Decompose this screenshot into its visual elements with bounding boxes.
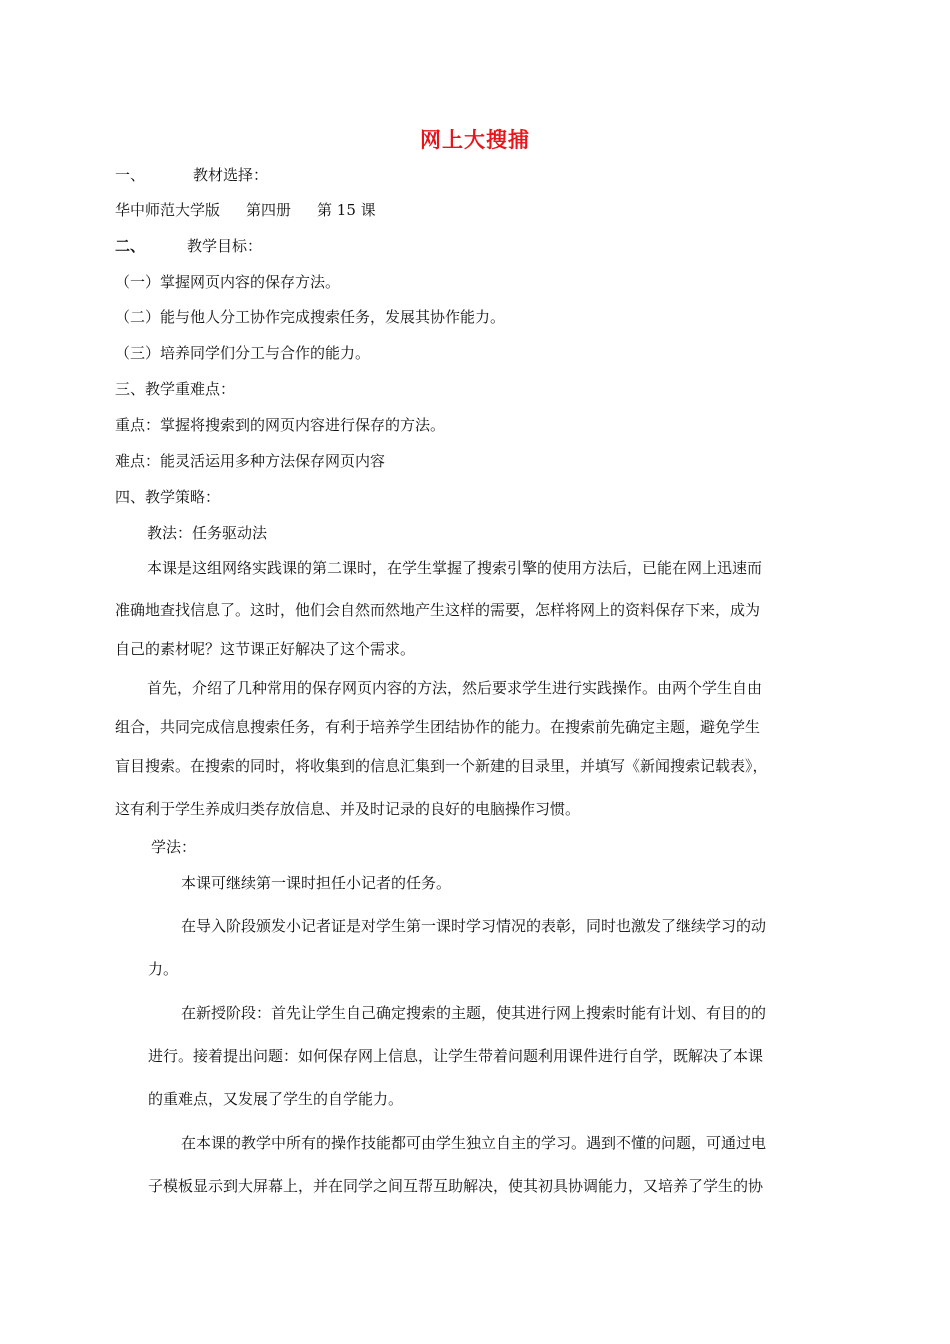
study-method-heading: 学法：	[151, 838, 197, 856]
difficult-point-line: 难点：能灵活运用多种方法保存网页内容	[115, 452, 386, 470]
paragraph-line: 在本课的教学中所有的操作技能都可由学生独立自主的学习。遇到不懂的问题，可通过电	[181, 1134, 767, 1152]
key-point-line: 重点：掌握将搜索到的网页内容进行保存的方法。	[115, 416, 446, 434]
paragraph-line: 在导入阶段颁发小记者证是对学生第一课时学习情况的表彰，同时也激发了继续学习的动	[181, 917, 767, 935]
paragraph-line: 本课是这组网络实践课的第二课时，在学生掌握了搜索引擎的使用方法后，已能在网上迅速而	[147, 559, 763, 577]
paragraph-line: 的重难点，又发展了学生的自学能力。	[148, 1090, 404, 1108]
goal-line: （三）培养同学们分工与合作的能力。	[115, 344, 371, 362]
paragraph-line: 自己的素材呢？这节课正好解决了这个需求。	[115, 640, 416, 658]
section-1-text: 教材选择：	[193, 166, 269, 184]
section-1-number: 一、	[115, 166, 146, 184]
paragraph-line: 力。	[148, 960, 179, 978]
paragraph-line: 进行。接着提出问题：如何保存网上信息，让学生带着问题利用课件进行自学，既解决了本课	[148, 1047, 764, 1065]
teaching-method-line: 教法：任务驱动法	[147, 524, 268, 542]
paragraph-line: 子模板显示到大屏幕上，并在同学之间互帮互助解决，使其初具协调能力，又培养了学生的协	[148, 1177, 764, 1195]
paragraph-line: 盲目搜索。在搜索的同时，将收集到的信息汇集到一个新建的目录里，并填写《新闻搜索记载表》，	[115, 757, 768, 775]
paragraph-line: 本课可继续第一课时担任小记者的任务。	[181, 874, 452, 892]
edition-publisher: 华中师范大学版	[115, 201, 221, 219]
section-4-heading: 四、教学策略：	[115, 488, 221, 506]
edition-line	[115, 200, 376, 220]
paragraph-line: 准确地查找信息了。这时，他们会自然而然地产生这样的需要，怎样将网上的资料保存下来，成为	[115, 601, 761, 619]
edition-lesson: 第 15 课	[317, 201, 376, 219]
section-1-heading	[115, 165, 268, 185]
paragraph-line: 在新授阶段：首先让学生自己确定搜索的主题，使其进行网上搜索时能有计划、有目的的	[181, 1004, 767, 1022]
section-2-heading	[115, 236, 262, 256]
goal-line: （一）掌握网页内容的保存方法。	[115, 273, 341, 291]
section-2-text: 教学目标：	[187, 237, 263, 255]
paragraph-line: 首先，介绍了几种常用的保存网页内容的方法，然后要求学生进行实践操作。由两个学生自由	[147, 679, 763, 697]
section-2-number: 二、	[115, 237, 146, 255]
edition-volume: 第四册	[246, 201, 292, 219]
paragraph-line: 组合，共同完成信息搜索任务，有利于培养学生团结协作的能力。在搜索前先确定主题，避免学生	[115, 718, 761, 736]
section-3-heading: 三、教学重难点：	[115, 380, 236, 398]
paragraph-line: 这有利于学生养成归类存放信息、并及时记录的良好的电脑操作习惯。	[115, 800, 581, 818]
document-title: 网上大搜捕	[420, 128, 530, 152]
goal-line: （二）能与他人分工协作完成搜索任务，发展其协作能力。	[115, 308, 506, 326]
